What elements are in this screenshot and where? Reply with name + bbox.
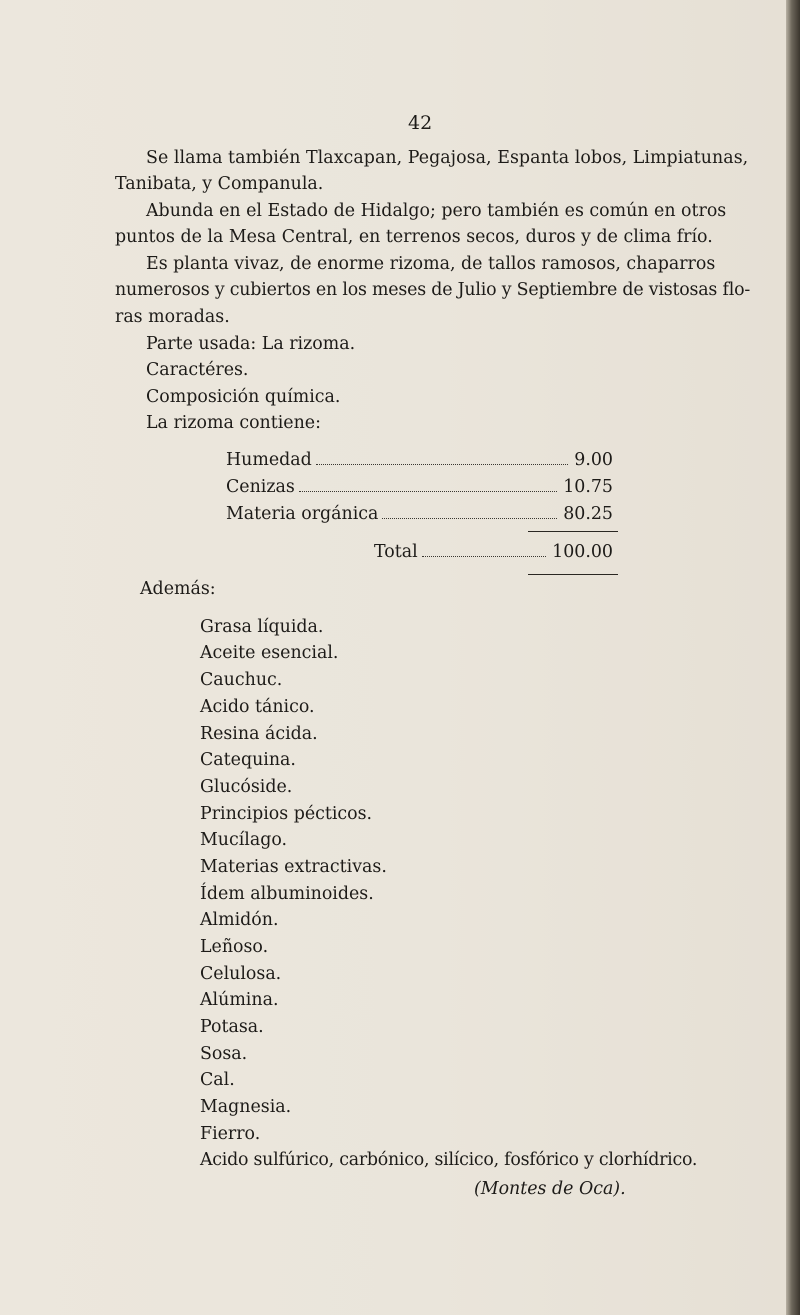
list-item: Celulosa. [200,964,282,984]
sum-rule [528,531,618,532]
list-item: Potasa. [200,1017,264,1037]
table-row [226,450,613,470]
list-item: Alúmina. [200,990,279,1010]
list-item: Acido sulfúrico, carbónico, silícico, fosfórico y clorhídrico. [200,1150,698,1170]
row-name: Cenizas [226,477,295,497]
paragraph-line: La rizoma contiene: [146,413,321,433]
list-item: Mucílago. [200,830,288,850]
row-name: Humedad [226,450,312,470]
paragraph-line: puntos de la Mesa Central, en terrenos secos, duros y de clima frío. [115,227,713,247]
list-item: Principios pécticos. [200,804,373,824]
list-item: Grasa líquida. [200,617,324,637]
ademas-label: Además: [140,579,216,599]
list-item: Glucóside. [200,777,293,797]
page-number: 42 [408,112,433,134]
list-item: Cal. [200,1070,235,1090]
list-item: Cauchuc. [200,670,283,690]
paragraph-line: Abunda en el Estado de Hidalgo; pero también es común en otros [146,201,727,221]
paragraph-line: Tanibata, y Companula. [115,174,324,194]
leader-dots [299,491,557,492]
total-rule [528,574,618,575]
row-value: 9.00 [574,450,613,470]
table-row [226,504,613,524]
paragraph-line: Parte usada: La rizoma. [146,334,356,354]
list-item: Materias extractivas. [200,857,387,877]
list-item: Magnesia. [200,1097,292,1117]
list-item: Leñoso. [200,937,269,957]
row-value: 10.75 [563,477,613,497]
book-edge-shadow [786,0,800,1315]
citation: (Montes de Oca). [474,1179,626,1199]
list-item: Aceite esencial. [200,643,339,663]
total-label: Total [374,542,418,562]
paragraph-line: numerosos y cubiertos en los meses de Julio y Septiembre de vistosas flo- [115,280,751,300]
list-item: Sosa. [200,1044,248,1064]
paragraph-line: ras moradas. [115,307,230,327]
table-row [226,477,613,497]
total-value: 100.00 [552,542,613,562]
leader-dots [382,518,557,519]
paragraph-line: Caractéres. [146,360,249,380]
list-item: Resina ácida. [200,724,318,744]
list-item: Almidón. [200,910,279,930]
leader-dots [422,556,547,557]
paragraph-line: Es planta vivaz, de enorme rizoma, de tallos ramosos, chaparros [146,254,716,274]
list-item: Catequina. [200,750,296,770]
row-value: 80.25 [563,504,613,524]
total-row [374,542,613,562]
list-item: Ídem albuminoides. [200,884,374,904]
paragraph-line: Se llama también Tlaxcapan, Pegajosa, Espanta lobos, Limpiatunas, [146,148,749,168]
paragraph-line: Composición química. [146,387,341,407]
row-name: Materia orgánica [226,504,379,524]
leader-dots [316,464,568,465]
list-item: Fierro. [200,1124,261,1144]
list-item: Acido tánico. [200,697,315,717]
